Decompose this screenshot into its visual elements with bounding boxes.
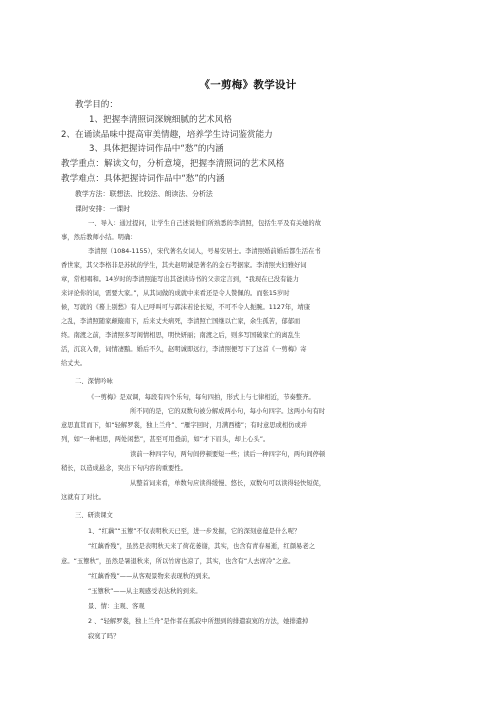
text-line: 3、具体把握诗词作品中“愁”的内涵 [89, 144, 224, 154]
text-line: 意思直贯而下，如“轻解罗裳，独上兰舟”、“雁字回时，月满西楼”；有时意思或相仿或并 [61, 422, 308, 429]
section-heading: 三、研读课文 [75, 512, 113, 519]
text-line: 终。南渡之前，李清照多写闺情相思，明快妍丽；南渡之后，则多写国破家亡的离乱生 [61, 332, 301, 339]
text-line: 教学重点：解读文句，分析意境，把握李清照词的艺术风格 [61, 159, 285, 169]
text-line: 1、“红藕”“玉簟”不仅表明秋天已至，进一步发掘，它的深刻意蕴是什么呢？ [88, 528, 301, 535]
text-line: 2、在诵读品味中提高审美情趣，培养学生诗词鉴赏能力 [61, 130, 273, 140]
text-line: 寂寞了吗？ [88, 633, 120, 640]
text-line: 教学方法：联想法、比较法、朗读法、分析法 [75, 190, 213, 198]
text-line: “红藕香残”——从客观景物来表现秋的到来。 [88, 573, 215, 580]
text-line: “红藕香残”，虽然是表明秋天来了荷花萎谢，其实，也含有青春易逝，红颜易老之 [88, 543, 315, 550]
text-line: 给丈夫。 [61, 360, 87, 367]
text-line: 这就有了对比。 [61, 494, 106, 501]
text-line: 1、把握李清照词深婉细腻的艺术风格 [89, 115, 232, 125]
text-line: 香世家，其父李格非是苏轼的学生，其夫赵明诚是著名的金石考据家。李清照夫妇雅好词 [61, 262, 307, 269]
text-line: 候，写就的《蓦上别愁》有人已呼叫可与郭沫若论长短，不可不令人扼腕。1127年，靖康 [61, 304, 311, 311]
text-line: 列，如“一种相思，两处闲愁”，甚至可用叠前，如“才下眉头，却上心头”。 [61, 436, 270, 443]
text-line: 稍长，以造成悬念，突出下句内容的重要性。 [61, 465, 187, 472]
text-line: 章，常相唱和。14岁时的李清照能写出其爸读诗书的父亲定言到，“我现在已没有能力 [61, 276, 299, 283]
text-line: 从整首词来看，单数句应读得缓慢、悠长，双数句可以读得轻快短促， [130, 480, 326, 487]
text-line: 《一剪梅》是双调，每段有四个乐句，每句四拍，形式上与七律相近，节奏整齐。 [88, 394, 315, 401]
text-line: 课时安排：一课时 [75, 205, 131, 213]
text-line: 读前一种四字句，两句间停顿要短一些；读后一种四字句，两句间停顿 [130, 451, 326, 458]
text-line: 2 、“轻解罗裳，独上兰舟”是作者在孤寂中所想到的排遣寂寞的方法，她排遣掉 [88, 618, 309, 625]
section-heading: 二、深情吟咏 [75, 378, 113, 385]
text-line: 活，沉哀入骨，词情凄黯。婚后不久，赵明诚即远行，李清照便写下了这首《一剪梅》寄 [61, 346, 307, 353]
text-line: 教学目的： [75, 100, 118, 110]
text-line: 事，然后教师小结。明确： [61, 234, 137, 241]
text-line: “玉簟秋”——从主观感受表达秋的到来。 [88, 588, 202, 595]
document-title: 《一剪梅》教学设计 [199, 79, 297, 91]
text-line: 意。“玉簟秋”，虽然是暑退秋来，所以竹席也凉了，其实，也含有“人去席冷”之意。 [61, 558, 295, 565]
text-line: 景、情：主观、客观 [88, 603, 145, 610]
text-line: 之乱，李清照随家颠簸南下，后来丈夫病死，李清照亡国继以亡家，余生孤苦，郁郁而 [61, 318, 301, 325]
text-line: 所不同的是，它的双数句被分解成两小句，每小句四字。这两小句有时 [130, 408, 326, 415]
text-line: 一、导入：通过提问，让学生自己述说他们所熟悉的李清照，包括生平及有关她的故 [88, 220, 321, 227]
text-line: 来评论你的词，需要大家。”，从其词做的成就中来看还是令人赞佩的。而张15岁时 [61, 290, 290, 297]
text-line: 李清照（1084-1155），宋代著名女词人，号易安居士。李清照婚前婚后都生活在书 [88, 248, 321, 255]
text-line: 教学难点：具体把握诗词作品中“愁”的内涵 [61, 174, 225, 184]
